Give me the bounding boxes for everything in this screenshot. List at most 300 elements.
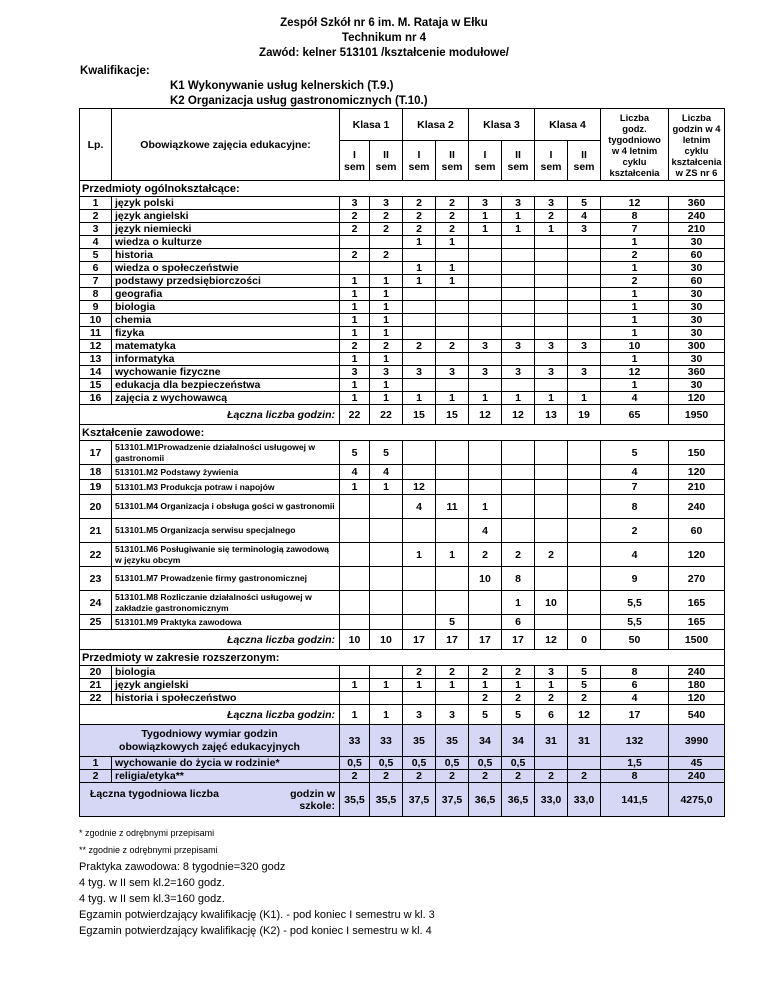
semester-hours-cell xyxy=(403,288,436,301)
semester-hours-cell: 4 xyxy=(469,519,502,543)
semester-hours-cell: 1 xyxy=(340,275,370,288)
semester-hours-cell xyxy=(469,262,502,275)
semester-hours-cell: 1 xyxy=(502,679,535,692)
total-hours-cell: 30 xyxy=(669,353,725,366)
grand-total-label-a: Łączna tygodniowa liczba xyxy=(90,788,219,800)
semester-hours-cell: 1 xyxy=(340,314,370,327)
table-row xyxy=(80,249,725,262)
class-header-klasa3: Klasa 3 xyxy=(469,109,535,141)
footnote-1: * zgodnie z odrębnymi przepisami xyxy=(79,828,215,838)
row-number: 19 xyxy=(80,480,112,495)
semester-hours-cell: 1 xyxy=(403,543,436,567)
semester-hours-cell: 2 xyxy=(436,666,469,679)
semester-hours-cell: 2 xyxy=(502,692,535,705)
weekly-hours-cell: 1 xyxy=(601,353,669,366)
semester-hours-cell: 1 xyxy=(370,353,403,366)
semester-hours-cell: 1 xyxy=(568,392,601,405)
semester-hours-cell: 1 xyxy=(340,705,370,725)
semester-hours-cell: 33,0 xyxy=(535,783,568,817)
semester-hours-cell: 2 xyxy=(535,210,568,223)
semester-hours-cell: 2 xyxy=(469,543,502,567)
semester-hours-cell: 4 xyxy=(340,465,370,480)
semester-hours-cell xyxy=(469,275,502,288)
semester-hours-cell xyxy=(340,615,370,630)
semester-hours-cell xyxy=(469,249,502,262)
curriculum-table xyxy=(79,108,725,817)
semester-hours-cell xyxy=(370,236,403,249)
table-row xyxy=(80,679,725,692)
semester-hours-cell xyxy=(340,262,370,275)
total-hours-cell: 360 xyxy=(669,366,725,379)
semester-hours-cell xyxy=(502,301,535,314)
subtotal-row xyxy=(80,705,725,725)
semester-hours-cell: 22 xyxy=(340,405,370,425)
semester-hours-cell xyxy=(568,288,601,301)
semester-hours-cell: 1 xyxy=(502,392,535,405)
semester-hours-cell: 2 xyxy=(436,340,469,353)
semester-hours-cell: 3 xyxy=(340,197,370,210)
semester-hours-cell: 1 xyxy=(340,379,370,392)
weekly-hours-cell: 2 xyxy=(601,275,669,288)
semester-hours-cell: 1 xyxy=(403,236,436,249)
subject-name: 513101.M1Prowadzenie działalności usługowej w gastronomii xyxy=(112,441,340,465)
semester-hours-cell xyxy=(370,519,403,543)
subtotal-hours: 1500 xyxy=(669,630,725,650)
semester-hours-cell: 12 xyxy=(535,630,568,650)
semester-hours-cell xyxy=(469,288,502,301)
semester-hours-cell xyxy=(403,591,436,615)
semester-hours-cell xyxy=(436,379,469,392)
table-row xyxy=(80,519,725,543)
semester-hours-cell: 5 xyxy=(568,666,601,679)
school-type: Technikum nr 4 xyxy=(341,32,427,44)
semester-hours-cell: 1 xyxy=(370,679,403,692)
table-row xyxy=(80,666,725,679)
semester-hours-cell: 17 xyxy=(403,630,436,650)
semester-hours-cell: 3 xyxy=(535,366,568,379)
weekly-hours-cell: 5,5 xyxy=(601,615,669,630)
semester-hours-cell: 1 xyxy=(436,236,469,249)
row-number: 22 xyxy=(80,692,112,705)
semester-hours-cell: 1 xyxy=(403,392,436,405)
semester-hours-cell: 33,0 xyxy=(568,783,601,817)
semester-hours-cell xyxy=(436,301,469,314)
semester-hours-cell: 2 xyxy=(568,770,601,783)
semester-hours-cell: 31 xyxy=(535,725,568,757)
subject-name: biologia xyxy=(112,666,340,679)
semester-hours-cell xyxy=(436,692,469,705)
section-title: Przedmioty w zakresie rozszerzonym: xyxy=(80,650,725,666)
weekly-hours-cell: 4 xyxy=(601,543,669,567)
semester-hours-cell: 1 xyxy=(436,275,469,288)
semester-hours-cell: 17 xyxy=(436,630,469,650)
semester-hours-cell xyxy=(535,327,568,340)
semester-hours-cell xyxy=(469,236,502,249)
subject-name: język polski xyxy=(112,197,340,210)
semester-hours-cell: 2 xyxy=(403,340,436,353)
semester-hours-cell xyxy=(340,692,370,705)
semester-hours-cell: 1 xyxy=(340,392,370,405)
total-hours-cell: 30 xyxy=(669,288,725,301)
semester-hours-cell xyxy=(535,353,568,366)
semester-hours-cell xyxy=(568,480,601,495)
row-number: 10 xyxy=(80,314,112,327)
semester-hours-cell xyxy=(568,757,601,770)
semester-hours-cell: 1 xyxy=(535,679,568,692)
row-number: 20 xyxy=(80,495,112,519)
subject-name: wiedza o społeczeństwie xyxy=(112,262,340,275)
semester-hours-cell: 3 xyxy=(535,666,568,679)
semester-hours-cell: 34 xyxy=(502,725,535,757)
semester-hours-cell xyxy=(340,236,370,249)
semester-hours-cell xyxy=(403,314,436,327)
semester-hours-cell xyxy=(436,591,469,615)
semester-hours-cell: 1 xyxy=(340,353,370,366)
semester-hours-cell: 5 xyxy=(370,441,403,465)
semester-hours-cell: 2 xyxy=(469,666,502,679)
weekly-hours-cell: 8 xyxy=(601,495,669,519)
semester-header: I sem xyxy=(469,141,502,181)
semester-hours-cell: 0 xyxy=(568,630,601,650)
subject-name: chemia xyxy=(112,314,340,327)
semester-hours-cell: 2 xyxy=(403,770,436,783)
semester-hours-cell: 1 xyxy=(436,262,469,275)
section-title: Kształcenie zawodowe: xyxy=(80,425,725,441)
table-row xyxy=(80,543,725,567)
semester-hours-cell: 35 xyxy=(403,725,436,757)
weekly-total-week: 132 xyxy=(601,725,669,757)
subject-name: język niemiecki xyxy=(112,223,340,236)
semester-hours-cell xyxy=(535,314,568,327)
semester-hours-cell: 2 xyxy=(340,340,370,353)
row-number: 5 xyxy=(80,249,112,262)
semester-hours-cell: 2 xyxy=(370,223,403,236)
total-hours-cell: 240 xyxy=(669,770,725,783)
semester-hours-cell: 1 xyxy=(370,301,403,314)
row-number: 4 xyxy=(80,236,112,249)
weekly-hours-cell: 4 xyxy=(601,465,669,480)
semester-hours-cell xyxy=(403,692,436,705)
semester-hours-cell xyxy=(436,567,469,591)
semester-hours-cell: 10 xyxy=(469,567,502,591)
semester-hours-cell xyxy=(568,327,601,340)
semester-hours-cell: 2 xyxy=(436,770,469,783)
semester-hours-cell: 3 xyxy=(568,366,601,379)
subject-name: podstawy przedsiębiorczości xyxy=(112,275,340,288)
semester-header: I sem xyxy=(403,141,436,181)
subtotal-row xyxy=(80,630,725,650)
subject-name: język angielski xyxy=(112,210,340,223)
semester-hours-cell xyxy=(370,692,403,705)
table-row xyxy=(80,495,725,519)
subject-name: historia xyxy=(112,249,340,262)
semester-hours-cell: 3 xyxy=(502,197,535,210)
semester-hours-cell: 1 xyxy=(340,327,370,340)
semester-hours-cell: 1 xyxy=(370,480,403,495)
subject-name: religia/etyka** xyxy=(112,770,340,783)
semester-hours-cell: 3 xyxy=(535,197,568,210)
semester-hours-cell: 8 xyxy=(502,567,535,591)
semester-hours-cell xyxy=(370,666,403,679)
semester-hours-cell: 2 xyxy=(403,223,436,236)
table-row xyxy=(80,197,725,210)
row-number: 14 xyxy=(80,366,112,379)
semester-hours-cell xyxy=(436,314,469,327)
semester-hours-cell xyxy=(568,379,601,392)
weekly-hours-cell: 1 xyxy=(601,327,669,340)
subtotal-row xyxy=(80,405,725,425)
total-hours-cell: 30 xyxy=(669,379,725,392)
semester-hours-cell: 2 xyxy=(370,249,403,262)
semester-hours-cell: 3 xyxy=(436,366,469,379)
semester-hours-cell: 4 xyxy=(370,465,403,480)
semester-hours-cell xyxy=(436,249,469,262)
semester-hours-cell xyxy=(535,379,568,392)
weekly-hours-cell: 4 xyxy=(601,692,669,705)
semester-hours-cell: 3 xyxy=(370,366,403,379)
semester-header: II sem xyxy=(370,141,403,181)
semester-hours-cell: 3 xyxy=(568,340,601,353)
subtotal-weekly: 17 xyxy=(601,705,669,725)
grand-total-row xyxy=(80,783,725,817)
total-hours-cell: 180 xyxy=(669,679,725,692)
semester-hours-cell xyxy=(436,288,469,301)
semester-hours-cell: 3 xyxy=(370,197,403,210)
semester-hours-cell: 1 xyxy=(469,679,502,692)
semester-header: I sem xyxy=(535,141,568,181)
grand-total-label xyxy=(80,783,340,817)
semester-hours-cell xyxy=(568,236,601,249)
total-hours-cell: 30 xyxy=(669,236,725,249)
row-number: 25 xyxy=(80,615,112,630)
semester-hours-cell xyxy=(568,567,601,591)
total-hours-cell: 300 xyxy=(669,340,725,353)
total-hours-cell: 120 xyxy=(669,465,725,480)
total-hours-cell: 120 xyxy=(669,543,725,567)
section-title: Przedmioty ogólnokształcące: xyxy=(80,181,725,197)
semester-hours-cell: 2 xyxy=(403,210,436,223)
semester-header: II sem xyxy=(502,141,535,181)
semester-hours-cell xyxy=(469,591,502,615)
weekly-hours-cell: 1 xyxy=(601,314,669,327)
table-row xyxy=(80,615,725,630)
semester-hours-cell: 2 xyxy=(436,210,469,223)
subject-name: biologia xyxy=(112,301,340,314)
semester-hours-cell xyxy=(535,301,568,314)
semester-hours-cell: 1 xyxy=(502,210,535,223)
grand-total-hours: 4275,0 xyxy=(669,783,725,817)
semester-hours-cell: 6 xyxy=(502,615,535,630)
semester-header: II sem xyxy=(436,141,469,181)
semester-hours-cell: 1 xyxy=(340,288,370,301)
class-header-klasa1: Klasa 1 xyxy=(340,109,403,141)
weekly-hours-cell: 12 xyxy=(601,197,669,210)
semester-hours-cell: 0,5 xyxy=(370,757,403,770)
total-hours-cell: 165 xyxy=(669,591,725,615)
total-hours-cell: 120 xyxy=(669,392,725,405)
semester-hours-cell: 2 xyxy=(370,210,403,223)
semester-hours-cell: 33 xyxy=(370,725,403,757)
semester-hours-cell: 11 xyxy=(436,495,469,519)
semester-hours-cell: 3 xyxy=(502,340,535,353)
subtotal-hours: 540 xyxy=(669,705,725,725)
qualification-k1: K1 Wykonywanie usług kelnerskich (T.9.) xyxy=(170,80,394,92)
section-title-row xyxy=(80,181,725,197)
semester-hours-cell: 2 xyxy=(340,223,370,236)
semester-hours-cell: 37,5 xyxy=(436,783,469,817)
total-hours-cell: 60 xyxy=(669,275,725,288)
semester-hours-cell: 2 xyxy=(436,197,469,210)
qualifications-label: Kwalifikacje: xyxy=(80,65,150,77)
semester-hours-cell: 17 xyxy=(502,630,535,650)
semester-hours-cell xyxy=(502,495,535,519)
semester-hours-cell: 4 xyxy=(568,210,601,223)
weekly-hours-cell: 1 xyxy=(601,288,669,301)
semester-hours-cell xyxy=(535,288,568,301)
semester-hours-cell xyxy=(568,591,601,615)
total-hours-cell: 210 xyxy=(669,480,725,495)
semester-hours-cell: 1 xyxy=(535,392,568,405)
semester-hours-cell xyxy=(436,327,469,340)
table-row xyxy=(80,591,725,615)
total-hours-cell: 30 xyxy=(669,327,725,340)
table-row xyxy=(80,275,725,288)
table-row xyxy=(80,210,725,223)
semester-hours-cell xyxy=(340,519,370,543)
weekly-hours-cell: 4 xyxy=(601,392,669,405)
semester-hours-cell xyxy=(568,543,601,567)
semester-hours-cell: 19 xyxy=(568,405,601,425)
table-row xyxy=(80,288,725,301)
table-row xyxy=(80,366,725,379)
semester-hours-cell xyxy=(340,495,370,519)
semester-hours-cell: 5 xyxy=(568,679,601,692)
semester-hours-cell xyxy=(535,757,568,770)
row-number: 1 xyxy=(80,197,112,210)
semester-hours-cell: 3 xyxy=(469,366,502,379)
row-number: 20 xyxy=(80,666,112,679)
semester-hours-cell xyxy=(502,288,535,301)
semester-hours-cell xyxy=(568,275,601,288)
weekly-hours-cell: 5 xyxy=(601,441,669,465)
subject-name: fizyka xyxy=(112,327,340,340)
semester-hours-cell: 34 xyxy=(469,725,502,757)
semester-hours-cell xyxy=(436,465,469,480)
semester-hours-cell: 0,5 xyxy=(502,757,535,770)
semester-hours-cell: 3 xyxy=(469,197,502,210)
weekly-hours-header: Liczba godz. tygodniowo w 4 letnim cyklu kształcenia xyxy=(601,109,669,181)
semester-hours-cell: 3 xyxy=(403,366,436,379)
row-number: 13 xyxy=(80,353,112,366)
semester-hours-cell xyxy=(568,615,601,630)
row-number: 22 xyxy=(80,543,112,567)
semester-hours-cell xyxy=(403,301,436,314)
table-row xyxy=(80,301,725,314)
semester-hours-cell xyxy=(502,441,535,465)
semester-hours-cell xyxy=(535,236,568,249)
semester-hours-cell xyxy=(502,327,535,340)
semester-hours-cell xyxy=(340,543,370,567)
semester-hours-cell: 37,5 xyxy=(403,783,436,817)
semester-hours-cell xyxy=(436,480,469,495)
semester-hours-cell xyxy=(436,353,469,366)
note-exam-k1: Egzamin potwierdzający kwalifikację (K1). - pod koniec I semestru w kl. 3 xyxy=(79,909,435,921)
semester-hours-cell xyxy=(403,615,436,630)
semester-hours-cell xyxy=(436,519,469,543)
semester-hours-cell xyxy=(370,543,403,567)
subject-name: 513101.M8 Rozliczanie działalności usługowej w zakładzie gastronomicznym xyxy=(112,591,340,615)
semester-hours-cell xyxy=(469,314,502,327)
note-practice-kl3: 4 tyg. w II sem kl.3=160 godz. xyxy=(79,893,225,905)
semester-hours-cell xyxy=(502,465,535,480)
row-number: 21 xyxy=(80,679,112,692)
semester-hours-cell xyxy=(568,301,601,314)
row-number: 21 xyxy=(80,519,112,543)
semester-hours-cell xyxy=(403,519,436,543)
semester-hours-cell: 2 xyxy=(469,692,502,705)
subtotal-label: Łączna liczba godzin: xyxy=(80,630,340,650)
header-row xyxy=(80,109,725,141)
weekly-hours-cell: 6 xyxy=(601,679,669,692)
semester-hours-cell xyxy=(502,353,535,366)
semester-hours-cell: 1 xyxy=(340,480,370,495)
table-row xyxy=(80,392,725,405)
extra-row xyxy=(80,757,725,770)
total-hours-cell: 45 xyxy=(669,757,725,770)
semester-hours-cell: 2 xyxy=(340,249,370,262)
semester-hours-cell: 12 xyxy=(469,405,502,425)
semester-hours-cell xyxy=(502,262,535,275)
total-hours-cell: 270 xyxy=(669,567,725,591)
row-number: 24 xyxy=(80,591,112,615)
profession-title: Zawód: kelner 513101 /kształcenie modułowe/ xyxy=(259,47,509,59)
table-row xyxy=(80,480,725,495)
footnotes xyxy=(79,825,699,939)
semester-hours-cell: 2 xyxy=(502,543,535,567)
semester-header: I sem xyxy=(340,141,370,181)
semester-hours-cell xyxy=(535,519,568,543)
semester-hours-cell: 12 xyxy=(568,705,601,725)
total-hours-cell: 360 xyxy=(669,197,725,210)
weekly-hours-cell: 5,5 xyxy=(601,591,669,615)
semester-hours-cell: 13 xyxy=(535,405,568,425)
semester-hours-cell: 2 xyxy=(535,692,568,705)
subject-name: wychowanie do życia w rodzinie* xyxy=(112,757,340,770)
semester-hours-cell: 4 xyxy=(403,495,436,519)
semester-hours-cell: 1 xyxy=(340,679,370,692)
subject-name: 513101.M4 Organizacja i obsługa gości w gastronomii xyxy=(112,495,340,519)
semester-hours-cell: 2 xyxy=(502,770,535,783)
semester-hours-cell xyxy=(436,441,469,465)
note-practice: Praktyka zawodowa: 8 tygodnie=320 godz xyxy=(79,861,286,873)
semester-hours-cell: 1 xyxy=(535,223,568,236)
semester-hours-cell: 1 xyxy=(436,543,469,567)
semester-hours-cell: 35,5 xyxy=(340,783,370,817)
total-hours-cell: 210 xyxy=(669,223,725,236)
semester-hours-cell xyxy=(535,480,568,495)
total-hours-cell: 30 xyxy=(669,314,725,327)
semester-hours-cell xyxy=(535,465,568,480)
weekly-hours-cell: 2 xyxy=(601,519,669,543)
total-hours-cell: 240 xyxy=(669,210,725,223)
weekly-hours-cell: 1 xyxy=(601,262,669,275)
note-exam-k2: Egzamin potwierdzający kwalifikację (K2) - pod koniec I semestru w kl. 4 xyxy=(79,925,432,937)
semester-hours-cell xyxy=(403,441,436,465)
semester-hours-cell xyxy=(502,379,535,392)
semester-hours-cell: 10 xyxy=(340,630,370,650)
table-row xyxy=(80,441,725,465)
semester-hours-cell xyxy=(469,480,502,495)
